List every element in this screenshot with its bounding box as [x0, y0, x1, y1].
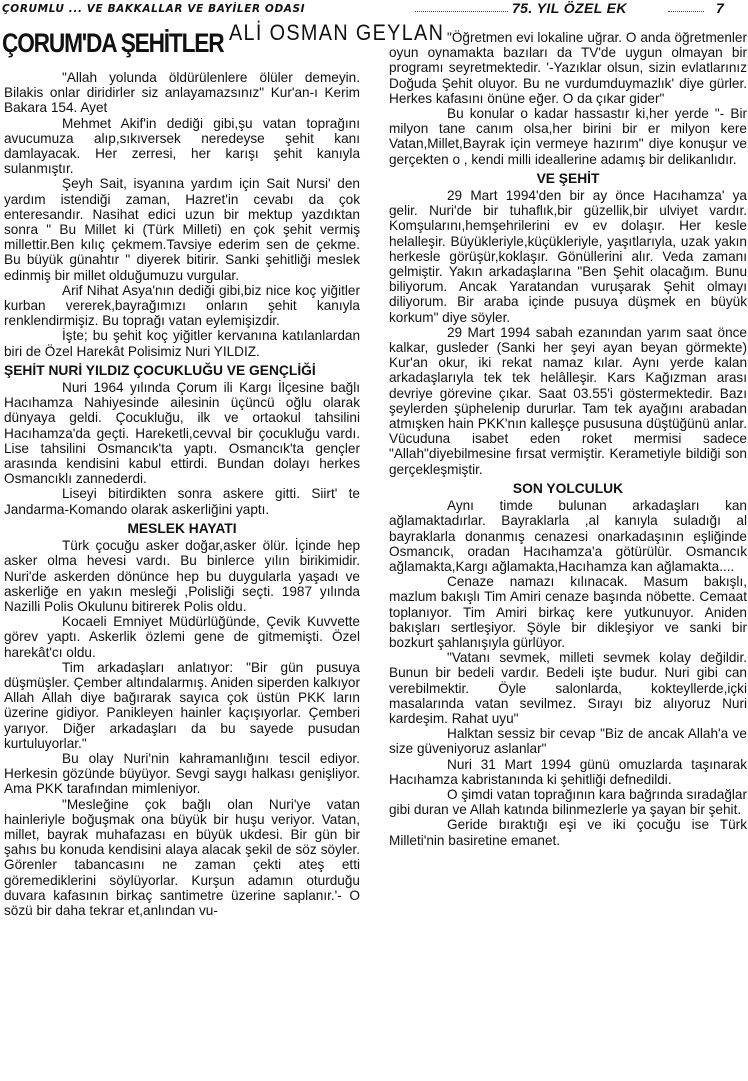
section-heading: VE ŞEHİT — [536, 170, 600, 186]
paragraph: O şimdi vatan toprağının kara bağrında sıradağlar gibi duran ve Allah katında bilinmezlerle ya şayan bir şehit. — [389, 786, 747, 818]
paragraph: "Vatanı sevmek, milleti sevmek kolay değildir. Bunun bir bedeli vardır. Bedeli işte budur. Nuri gibi can verebilmektir. Öyle salonlarda, kokteyllerde,içki masalarında vatan sevilmez. Sırayı biz alıyoruz Nuri kardeşim. Rahat uyu" — [389, 650, 747, 726]
left-column — [4, 70, 360, 918]
paragraph: Arif Nihat Asya'nın dediği gibi,biz nice koç yiğitler kurban vererek,bayrağımızı onların şehit kanıyla renklendirmişiz. Bu toprağı vatan eylemişizdir. — [4, 282, 360, 329]
paragraph: Şeyh Sait, isyanına yardım için Sait Nursi' den yardım istendiği zaman, Hazret'in cevabı da çok enteresandır. Nasihat edici uzun bir mektup yazdıktan sonra " Bu Millet ki (Türk Milleti) en çok şehit vermiş millettir.Ben kılıç çekmem.Tavsiye ederim sen de çekme. Bu büyük günahtır " diyerek bitirir. Sanki şehitliği meslek edinmiş bir millet olduğumuzu vurgular. — [4, 176, 360, 283]
paragraph: 29 Mart 1994 sabah ezanından yarım saat önce kalkar, gusleder (Sanki her şeyi ayan beyan görmekte) Kur'an okur, iki rekat namaz kılar. Aynı yerde kalan arkadaşlarıyla tek tek helâlleşir. Kars Kağızman arası devriye görevine çıkar. Saat 03.55'i göstermektedir. Bazı şeylerden şüphelenip dururlar. Tam tek ayağını arabadan atmışken hain PKK'nın kalleşçe pususuna düştüğünü anlar. Vücuduna isabet eden roket mermisi sadece "Allah"diyebilmesine fırsat vermiştir. Kerametiyle bildiği son gerçekleşmiştir. — [389, 324, 747, 477]
paragraph: Cenaze namazı kılınacak. Masum bakışlı, mazlum bakışlı Tim Amiri cenaze başında nöbette. Cemaat toplanıyor. Tim Amiri birkaç kere yutkunuyor. Aniden bakışları sertleşiyor. Şöyle bir dikleşiyor ve sanki bir bozkurt şahlanışıyla gürlüyor. — [389, 574, 747, 650]
article-author: ALİ OSMAN GEYLAN — [229, 20, 445, 45]
paragraph: "Öğretmen evi lokaline uğrar. O anda öğretmenler oyun oynamakta bazıları da TV'de uygun olmayan bir programı seyretmektedir. '-Yazıklar olsun, sizin evlatlarınız Doğuda Şehit oluyor. Bu ne vurdumduymazlık' diye gürler. Herkes kafasını önüne eğer. O da çıkar gider" — [389, 30, 747, 106]
paragraph: Nuri 1964 yılında Çorum ili Kargı İlçesine bağlı Hacıhamza Nahiyesinde ailesinin üçüncü oğlu olarak dünyaya geldi. Çocukluğu, ilk ve ortaokul tahsilini Hacıhamza'da geçti. Hareketli,cevval bir çocukluğu vardı. Lise tahsilini Osmancık'ta yaptı. Osmancık'ta gençler arasında kendisini kabul ettirdi. Bundan dolayı herkes Osmancıklı zannederdi. — [4, 380, 360, 487]
paragraph: Bu olay Nuri'nin kahramanlığını tescil ediyor. Herkesin gözünde büyüyor. Sevgi saygı halkası genişliyor. Ama PKK tarafından mimleniyor. — [4, 750, 360, 797]
paragraph: Mehmet Akif'in dediği gibi,şu vatan toprağını avucumuza alıp,sıkıversek neredeyse şehit kanı damlayacak. Her zerresi, her karışı şehit kanıyla sulanmıştır. — [4, 115, 360, 177]
header-publication: ÇORUMLU ... VE BAKKALLAR VE BAYİLER ODASI — [2, 3, 306, 15]
section-heading: MESLEK HAYATI — [127, 520, 237, 536]
section-heading: ŞEHİT NURİ YILDIZ ÇOCUKLUĞU VE GENÇLİĞİ — [4, 362, 316, 378]
paragraph: Halktan sessiz bir cevap "Biz de ancak Allah'a ve size güveniyoruz aslanlar" — [389, 726, 747, 757]
right-column — [389, 30, 747, 848]
paragraph: Kocaeli Emniyet Müdürlüğünde, Çevik Kuvvette görev yaptı. Askerlik özlemi gene de gitmemişti. Özel harekât'cı oldu. — [4, 614, 360, 660]
paragraph: Aynı timde bulunan arkadaşları kan ağlamaktadırlar. Bayraklarla ,al kanıyla suladığı al bayraklarla donanmış cenazesi onarkadaşının eşliğinde Osmancık, oradan Hacıhamza'a götürülür. Osmancık ağlamakta,Kargı ağlamakta,Hacıhamza kan ağlamakta.... — [389, 498, 747, 574]
paragraph: "Allah yolunda öldürülenlere ölüler demeyin. Bilakis onlar diridirler siz anlayamazsınız" Kur'an-ı Kerim Bakara 154. Ayet — [4, 70, 360, 116]
page-number: 7 — [716, 0, 724, 16]
section-heading: SON YOLCULUK — [512, 480, 624, 496]
paragraph: Türk çocuğu asker doğar,asker ölür. İçinde hep asker olma hevesi vardı. Bu binlerce yılın birikimidir. Nuri'de askerden dönünce hep bu duygularla yaşadı ve askerliğe en yakın mesleği ,Polisliği seçti. 1987 yılında Nazilli Polis Okulunu bitirerek Polis oldu. — [4, 538, 360, 614]
paragraph: "Mesleğine çok bağlı olan Nuri'ye vatan hainleriyle boğuşmak ona büyük bir huşu veriyor. Vatan, millet, bayrak muhafazası en büyük ukdesi. Bir gün bir şahıs bu konuda kendisini alaya alacak şekil de söz söyler. Görenler tabancasını ne zaman çekti ateş etti göremediklerini söylüyorlar. Kurşun adamın oturduğu duvara kafasının birkaç santimetre üzerine saplanır.'- O sözü bir daha tekrar et,anlından vu- — [4, 796, 360, 918]
header-dotted-rule — [415, 11, 508, 12]
paragraph: Bu konular o kadar hassastır ki,her yerde "- Bir milyon tane canım olsa,her birini bir er milyon kere Vatan,Millet,Bayrak için vermeye hazırım" diye konuşur ve gerçekten o , kendi milli ideallerine adamış bir delikanlıdır. — [389, 106, 747, 167]
header-dotted-rule-2 — [668, 11, 704, 12]
paragraph: Tim arkadaşları anlatıyor: "Bir gün pusuya düşmüşler. Çember altındalarmış. Aniden siperden kalkıyor Allah Allah diye bağırarak sayıca çok üstün PKK ların üzerine gidiyor. Panikleyen hainler kaçışıyorlar. Çemberi yarıyor. Diğer arkadaşları da bu sayede pusudan kurtuluyorlar." — [4, 659, 360, 751]
paragraph: Liseyi bitirdikten sonra askere gitti. Siirt' te Jandarma-Komando olarak askerliğini yaptı. — [4, 486, 360, 517]
article-title: ÇORUM'DA ŞEHİTLER — [2, 28, 224, 58]
paragraph: Geride bıraktığı eşi ve iki çocuğu ise Türk Milleti'nin basiretine emanet. — [389, 817, 747, 848]
header-issue: 75. YIL ÖZEL EK — [512, 0, 627, 16]
paragraph: 29 Mart 1994'den bir ay önce Hacıhamza' ya gelir. Nuri'de bir tuhaflık,bir güzellik,bir ulviyet vardır. Komşularını,hemşehrilerini ev ev dolaşır. Her kesle helalleşir. Büyükleriyle,küçükleriyle, yaşıtlarıyla, uzak yakın herkesle görüşür,koklaşır. Gönüllerini alır. Veda zamanı gelmiştir. Yakın arkadaşlarına "Ben Şehit olacağım. Bunu biliyorum. Ancak Yaratandan vuruşarak Şehit olmayı diliyorum. Bir araba içinde pusuya düşmek en büyük korkum" diye söyler. — [389, 188, 747, 325]
paragraph: Nuri 31 Mart 1994 günü omuzlarda taşınarak Hacıhamza kabristanında ki şehitliği defnedildi. — [389, 756, 747, 787]
paragraph: İşte; bu şehit koç yiğitler kervanına katılanlardan biri de Özel Harekât Polisimiz Nuri YILDIZ. — [4, 328, 360, 359]
